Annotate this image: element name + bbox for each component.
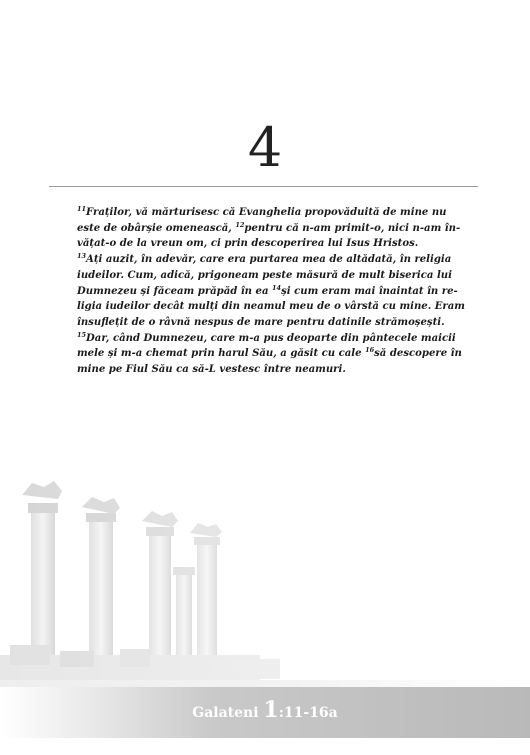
verse-text: Dar, când Dumnezeu, care m-a pus deoparte din pântecele maicii [86,332,456,344]
passage-line [77,315,477,331]
verse-text: Dumnezeu și făceam prăpăd în ea [77,285,273,297]
passage-line [77,331,477,347]
verse-text: pentru că n-am primit-o, nici n-am în- [244,222,461,234]
passage-line [77,236,477,252]
verse-text: mele și m-a chemat prin harul Său, a găsit cu cale [77,348,366,360]
verse-text: Ați auzit, în adevăr, care era purtarea mea de altădată, în religia [86,254,452,266]
verse-range: :11-16a [278,705,338,721]
verse-text: vățat-o de la vreun om, ci prin descoperirea lui Isus Hristos. [77,238,419,250]
verse-text: ligia iudeilor decât mulți din neamul meu de o vârstă cu mine. Eram [77,301,465,313]
divider-line [49,186,478,187]
passage-line [77,346,477,362]
verse-number: 11 [77,205,87,213]
verse-text: iudeilor. Cum, adică, prigoneam peste măsură de mult biserica lui [77,269,452,281]
passage-line [77,268,477,284]
verse-text: însuflețit de o râvnă nespus de mare pentru datinile strămoșești. [77,316,445,328]
scripture-passage [77,205,477,378]
verse-text: Fraților, vă mărturisesc că Evanghelia propovăduită de mine nu [86,207,447,218]
verse-number: 15 [77,330,87,339]
verse-number: 16 [365,346,375,355]
chapter-reference: 1 [263,697,279,723]
verse-number: 13 [77,252,87,261]
passage-line [77,221,477,237]
verse-number: 12 [235,220,245,229]
passage-line [77,205,477,221]
chapter-number: 4 [247,116,283,179]
book-name: Galateni [192,705,259,721]
verse-text: și cum eram mai înaintat în re- [281,285,458,297]
passage-reference [0,697,530,723]
verse-text: să descopere în [374,348,462,360]
temple-ruins-illustration [0,455,530,700]
passage-line [77,284,477,300]
passage-line [77,362,477,378]
passage-line [77,252,477,268]
verse-text: este de obârșie omenească, [77,222,236,234]
passage-line [77,299,477,315]
verse-number: 14 [272,283,282,292]
verse-text: mine pe Fiul Său ca să-L vestesc între neamuri. [77,364,346,376]
